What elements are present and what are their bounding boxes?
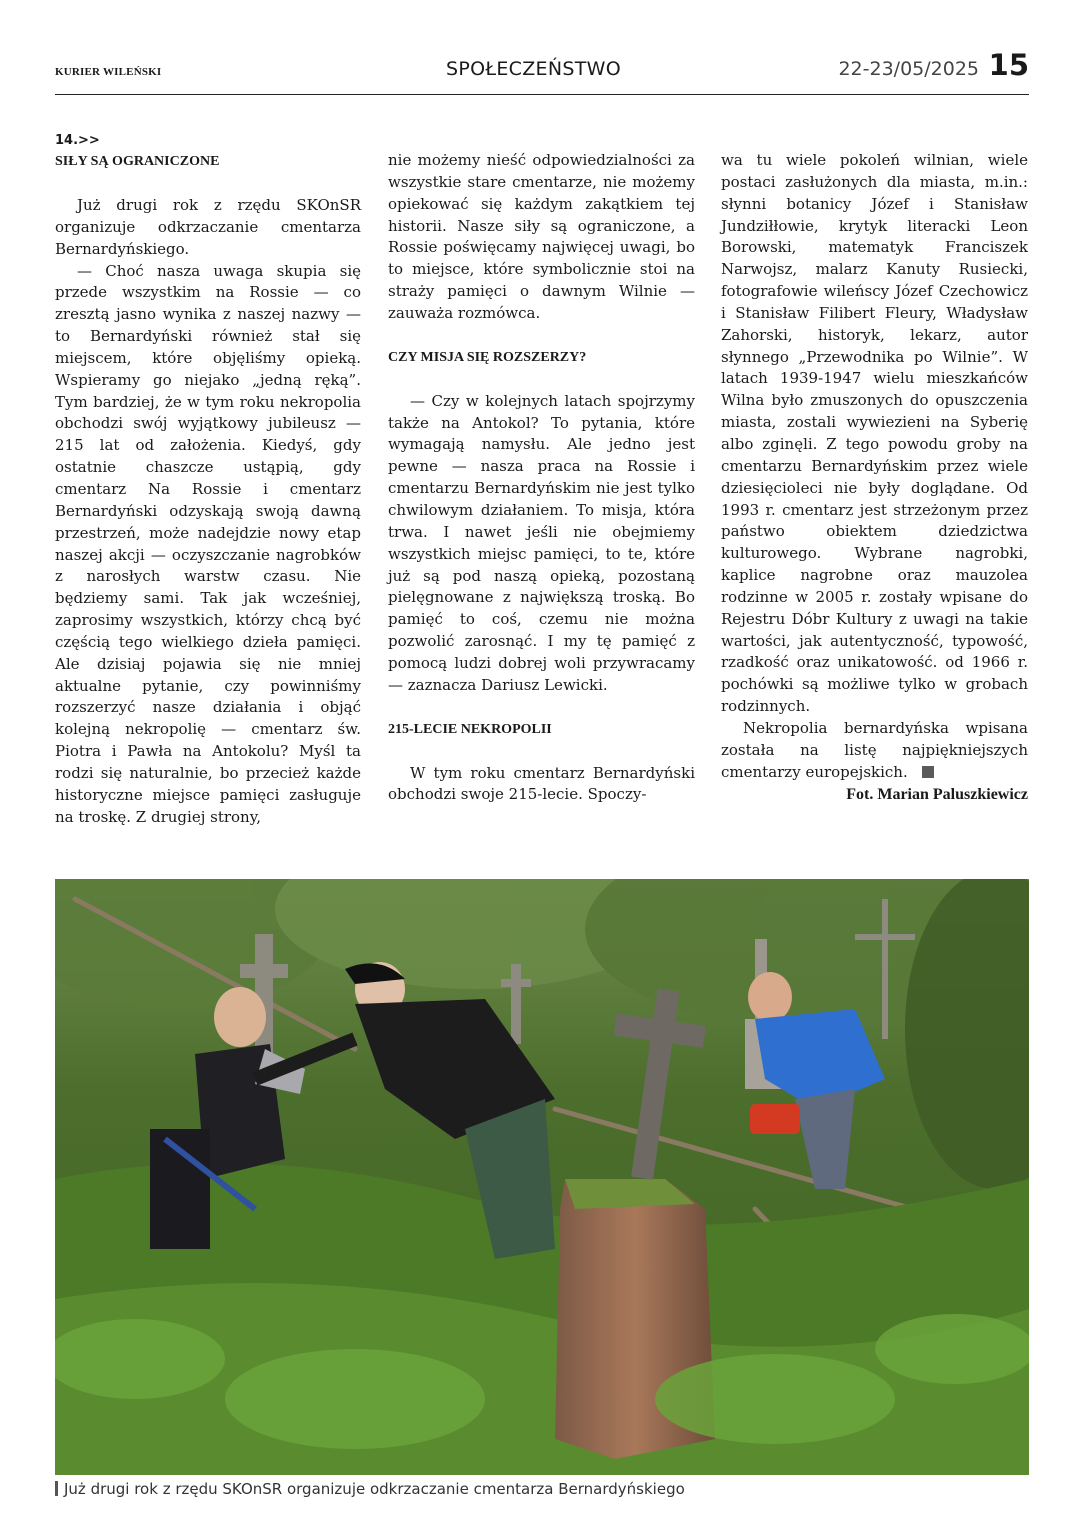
subhead-215-lecie: 215-LECIE NEKROPOLII <box>388 721 552 737</box>
subhead-sily: SIŁY SĄ OGRANICZONE <box>55 154 220 169</box>
caption-marker <box>55 1481 58 1496</box>
paragraph-closing <box>721 718 1028 784</box>
caption-text: Już drugi rok z rzędu SKOnSR organizuje odkrzaczanie cmentarza Bernardyńskiego <box>64 1480 685 1498</box>
issue-date: 22-23/05/2025 <box>838 58 979 80</box>
cemetery-cleanup-photo <box>55 879 1029 1475</box>
photo-credit: Fot. Marian Paluszkiewicz <box>846 786 1028 804</box>
header-divider <box>55 94 1029 95</box>
paragraph-quote-cont: nie możemy nieść odpowiedzialności za wszystkie stare cmentarze, nie możemy opiekować się każdym zakątkiem tej historii. Nasze siły są ograniczone, a Rossie poświęcamy najwięcej uwagi, bo to miejsce, które symbolicznie stoi na straży pamięci o dawnym Wilnie — zauważa rozmówca. <box>388 151 695 322</box>
section-title: SPOŁECZEŃSTWO <box>446 58 621 80</box>
photo-caption <box>55 1480 685 1498</box>
paragraph-intro: Już drugi rok z rzędu SKOnSR organizuje odkrzaczanie cmentarza Bernardyńskiego. <box>55 196 361 258</box>
page-number: 15 <box>988 48 1029 82</box>
subhead-misja: CZY MISJA SIĘ ROZSZERZY? <box>388 349 587 365</box>
page-header <box>55 46 1029 94</box>
photo-illustration <box>55 879 1029 1475</box>
closing-text: Nekropolia bernardyńska wpisana została na listę najpiękniejszych cmentarzy europejskich. <box>721 718 1028 781</box>
paragraph-quote: — Choć nasza uwaga skupia się przede wszystkim na Rossie — co zresztą jasno wynika z naszej nazwy — to Bernardyński również stał się miejscem, które objęliśmy opieką. Wspieramy go niejako „jedną ręką”. Tym bardziej, że w tym roku nekropolia obchodzi swój wyjątkowy jubileusz — 215 lat od założenia. Kiedyś, gdy ostatnie chaszcze ustąpią, gdy cmentarz Na Rossie i cmentarz Bernardyński odzyskają swoją dawną przestrzeń, może nadejdzie nowy etap naszej akcji — oczyszczanie nagrobków z narosłych warstw czasu. Nie będziemy sami. Tak jak wcześniej, zaprosimy wszystkich, którzy chcą być częścią tego wielkiego dzieła pamięci. Ale dzisiaj pojawia się nie mniej aktualne pytanie, czy powinniśmy rozszerzyć nasze działania i objąć kolejną nekropolię — cmentarz św. Piotra i Pawła na Antokolu? Myśl ta rodzi się naturalnie, bo przecież każde historyczne miejsce pamięci zasługuje na troskę. Z drugiej strony, <box>55 261 361 826</box>
article-column-1 <box>55 131 361 828</box>
paragraph-jubilee: W tym roku cmentarz Bernardyński obchodzi swoje 215-lecie. Spoczy- <box>388 763 695 804</box>
paragraph-jubilee-cont: wa tu wiele pokoleń wilnian, wiele postaci zasłużonych dla miasta, m.in.: słynni botanicy Józef i Stanisław Jundziłłowie, krytyk literacki Leon Borowski, matematyk Franciszek Narwojsz, malarz Kanuty Rusiecki, fotografowie wileńscy Józef Czechowicz i Stanisław Filibert Fleury, Władysław Zahorski, historyk, lekarz, autor słynnego „Przewodnika po Wilnie”. W latach 1939-1947 wielu mieszkańców Wilna było zmuszonych do opuszczenia miasta, zostali wywiezieni na Syberię albo zginęli. Z tego powodu groby na cmentarzu Bernardyńskim przez wiele dziesięcioleci nie były doglądane. Od 1993 r. cmentarz jest strzeżonym przez państwo obiektem dziedzictwa kulturowego. Wybrane nagrobki, kaplice nagrobne oraz mauzolea rodzinne w 2005 r. zostały wpisane do Rejestru Dóbr Kultury z uwagi na takie wartości, jak autentyczność, typowość, rzadkość oraz unikatowość. od 1966 r. pochówki są możliwe tylko w grobach rodzinnych. <box>721 151 1028 716</box>
publication-name: KURIER WILEŃSKI <box>55 66 162 78</box>
continuation-marker: 14.>> <box>55 133 100 148</box>
article-column-3 <box>721 150 1028 806</box>
paragraph-antokol: — Czy w kolejnych latach spojrzymy także na Antokol? To pytania, które wymagają namysłu. Ale jedno jest pewne — nasza praca na Rossie i cmentarzu Bernardyńskim nie jest tylko chwilowym działaniem. To misja, która trwa. I nawet jeśli nie obejmiemy wszystkich miejsc pamięci, to te, które już są pod naszą opieką, pozostaną pielęgnowane z największą troską. Bo pamięć to coś, czemu nie można pozwolić zarosnąć. I my tę pamięć z pomocą ludzi dobrej woli przywracamy — zaznacza Dariusz Lewicki. <box>388 391 695 694</box>
end-of-article-mark <box>922 766 934 778</box>
article-column-2 <box>388 150 695 806</box>
